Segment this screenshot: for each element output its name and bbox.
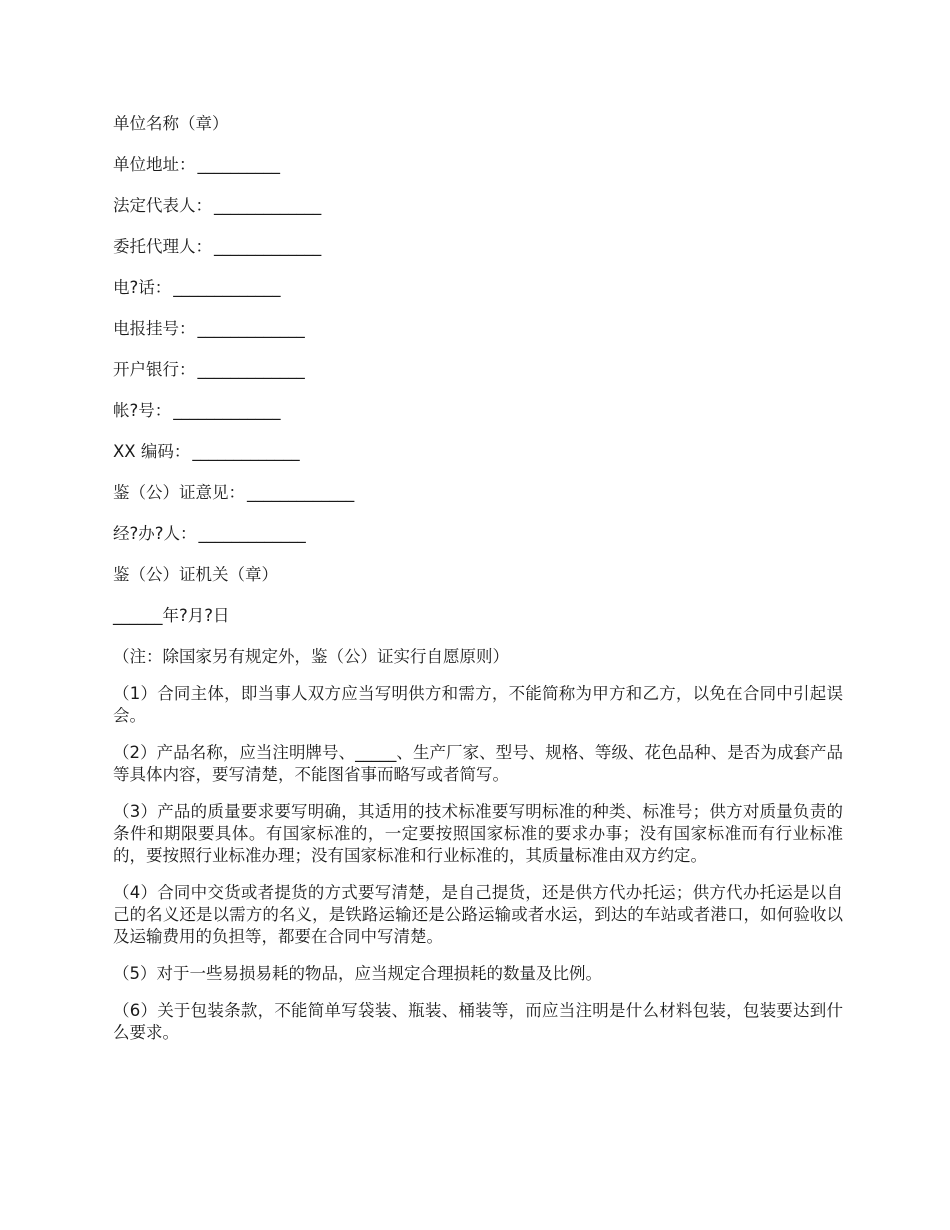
field-account-number [113, 399, 843, 440]
field-label: 经?办?人： [113, 524, 197, 543]
clause-4: （4）合同中交货或者提货的方式要写清楚，是自己提货，还是供方代办托运；供方代办托运是以自己的名义还是以需方的名义，是铁路运输还是公路运输或者水运，到达的车站或者港口，如何验收以及运输费用的负担等，都要在合同中写清楚。 [113, 883, 843, 946]
fill-blank: _____________ [198, 524, 306, 543]
field-bank [113, 358, 843, 399]
field-handler [113, 522, 843, 563]
field-telegraph-code [113, 317, 843, 358]
field-label: 单位地址： [113, 155, 196, 174]
clause-6: （6）关于包装条款，不能简单写袋装、瓶装、桶装等，而应当注明是什么材料包装，包装要达到什么要求。 [113, 1001, 843, 1042]
clause-3: （3）产品的质量要求要写明确，其适用的技术标准要写明标准的种类、标准号；供方对质量负责的条件和期限要具体。有国家标准的，一定要按照国家标准的要求办事；没有国家标准而有行业标准的，要按照行业标准办理；没有国家标准和行业标准的，其质量标准由双方约定。 [113, 802, 843, 865]
note: （注：除国家另有规定外，鉴（公）证实行自愿原则） [113, 647, 509, 666]
fill-blank: _____________ [197, 319, 305, 338]
field-notary-authority [113, 563, 843, 604]
field-label: 电?话： [113, 278, 172, 297]
clause-1: （1）合同主体，即当事人双方应当写明供方和需方，不能简称为甲方和乙方，以免在合同中引起误会。 [113, 684, 843, 725]
field-label: 帐?号： [113, 401, 172, 420]
field-telephone [113, 276, 843, 317]
field-label: XX 编码： [113, 442, 191, 461]
date-line: ______年?月?日 [113, 606, 230, 625]
fill-blank: _____________ [192, 442, 300, 461]
fill-blank: _____________ [214, 237, 322, 256]
field-label: 鉴（公）证意见： [113, 483, 245, 502]
field-label: 电报挂号： [113, 319, 196, 338]
field-authorized-agent [113, 235, 843, 276]
fill-blank: _____________ [197, 360, 305, 379]
field-postal-code [113, 440, 843, 481]
clause-5: （5）对于一些易损易耗的物品，应当规定合理损耗的数量及比例。 [113, 964, 602, 983]
field-date [113, 604, 843, 645]
field-unit-address [113, 153, 843, 194]
field-legal-representative [113, 194, 843, 235]
fill-blank: _____________ [173, 278, 281, 297]
field-unit-name [113, 112, 843, 153]
fill-blank: __________ [197, 155, 280, 174]
field-notary-opinion [113, 481, 843, 522]
field-label: 开户银行： [113, 360, 196, 379]
field-label: 单位名称（章） [113, 114, 229, 133]
fill-blank: _____________ [173, 401, 281, 420]
fill-blank: _____________ [214, 196, 322, 215]
document-page [113, 112, 843, 1059]
fill-blank: _____________ [247, 483, 355, 502]
clause-2: （2）产品名称，应当注明牌号、_____、生产厂家、型号、规格、等级、花色品种、是否为成套产品等具体内容，要写清楚，不能图省事而略写或者简写。 [113, 743, 843, 784]
field-label: 法定代表人： [113, 196, 212, 215]
field-label: 鉴（公）证机关（章） [113, 565, 278, 584]
field-label: 委托代理人： [113, 237, 212, 256]
